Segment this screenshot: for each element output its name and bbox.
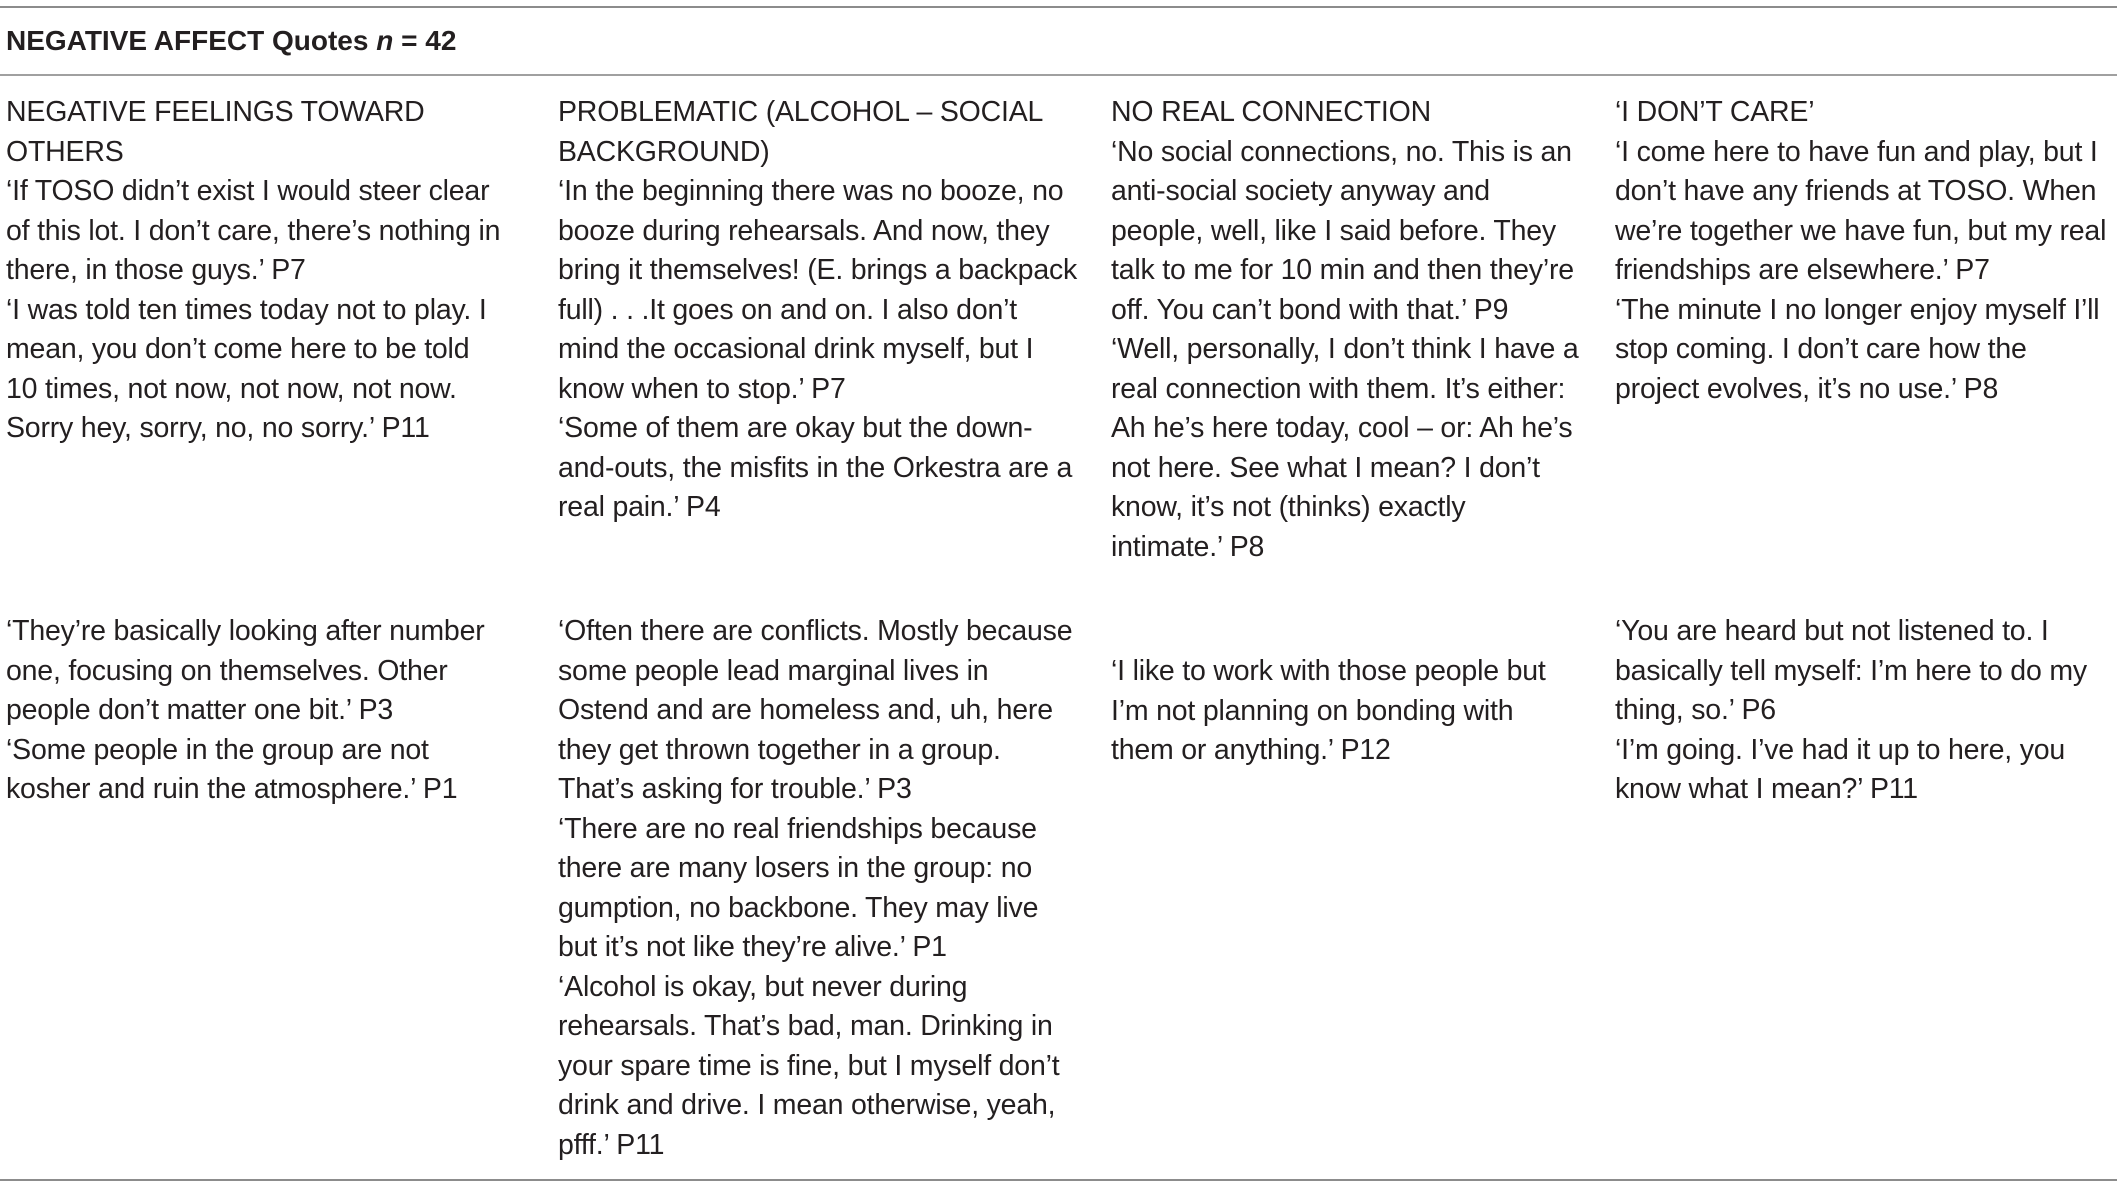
title-suffix: = 42 — [393, 25, 457, 56]
quote: ‘Often there are conflicts. Mostly because some people lead marginal lives in Ostend and are homeless and, uh, here they get thrown together in a group. That’s asking for trouble.’ P3 — [558, 615, 1073, 805]
quote: ‘I’m going. I’ve had it up to here, you know what I mean?’ P11 — [1615, 733, 2066, 805]
quote: ‘No social connections, no. This is an anti-social society anyway and people, well, like I said before. They talk to me for 10 min and then they’re off. You can’t bond with that.’ P9 — [1111, 135, 1574, 326]
table-title — [6, 24, 456, 58]
top-rule — [0, 6, 2117, 8]
column-header: NO REAL CONNECTION — [1111, 96, 1431, 128]
quote: ‘There are no real friendships because there are many losers in the group: no gumption, no backbone. They may live but it’s not like they’re alive.’ P1 — [558, 812, 1039, 963]
cell-no-real-connection-row2 — [1111, 652, 1581, 771]
quote: ‘I was told ten times today not to play. I mean, you don’t come here to be told 10 times, not now, not now, not now. Sorry hey, sorry, no, no sorry.’ P11 — [6, 293, 487, 444]
cell-negative-feelings-row2 — [6, 612, 506, 810]
cell-problematic-row2 — [558, 612, 1083, 1165]
cell-i-dont-care-row2 — [1615, 612, 2115, 810]
column-header: PROBLEMATIC (ALCOHOL – SOCIAL BACKGROUND) — [558, 96, 1043, 168]
header-rule — [0, 74, 2117, 76]
quote: ‘Well, personally, I don’t think I have a real connection with them. It’s either: Ah he’s here today, cool – or: Ah he’s not here. See what I mean? I don’t know, it’s not (thinks) exactly intimate.’ P8 — [1111, 333, 1579, 563]
quote: ‘Some of them are okay but the down-and-outs, the misfits in the Orkestra are a real pain.’ P4 — [558, 412, 1073, 523]
column-header: NEGATIVE FEELINGS TOWARD OTHERS — [6, 96, 425, 168]
quote: ‘Alcohol is okay, but never during rehearsals. That’s bad, man. Drinking in your spare time is fine, but I myself don’t drink and drive. I mean otherwise, yeah, pfff.’ P11 — [558, 970, 1060, 1161]
title-prefix: NEGATIVE AFFECT Quotes — [6, 25, 377, 56]
quote: ‘In the beginning there was no booze, no booze during rehearsals. And now, they bring it themselves! (E. brings a backpack full) . . .It goes on and on. I also don’t mind the occasional drink myself, but I know when to stop.’ P7 — [558, 175, 1078, 405]
quote: ‘You are heard but not listened to. I basically tell myself: I’m here to do my thing, so.’ P6 — [1615, 615, 2087, 726]
bottom-rule — [0, 1179, 2117, 1181]
column-header: ‘I DON’T CARE’ — [1615, 96, 1815, 128]
cell-no-real-connection-row1 — [1111, 93, 1581, 567]
quote: ‘Some people in the group are not kosher and ruin the atmosphere.’ P1 — [6, 733, 458, 805]
cell-negative-feelings-row1 — [6, 93, 506, 449]
quote: ‘I come here to have fun and play, but I don’t have any friends at TOSO. When we’re together we have fun, but my real friendships are elsewhere.’ P7 — [1615, 135, 2107, 286]
title-n: n — [376, 25, 394, 56]
quote: ‘They’re basically looking after number one, focusing on themselves. Other people don’t matter one bit.’ P3 — [6, 615, 485, 726]
cell-i-dont-care-row1 — [1615, 93, 2115, 409]
quote: ‘The minute I no longer enjoy myself I’ll stop coming. I don’t care how the project evolves, it’s no use.’ P8 — [1615, 293, 2100, 405]
quote: ‘I like to work with those people but I’m not planning on bonding with them or anything.’ P12 — [1111, 655, 1546, 766]
quote: ‘If TOSO didn’t exist I would steer clear of this lot. I don’t care, there’s nothing in there, in those guys.’ P7 — [6, 175, 501, 286]
cell-problematic-row1 — [558, 93, 1083, 528]
